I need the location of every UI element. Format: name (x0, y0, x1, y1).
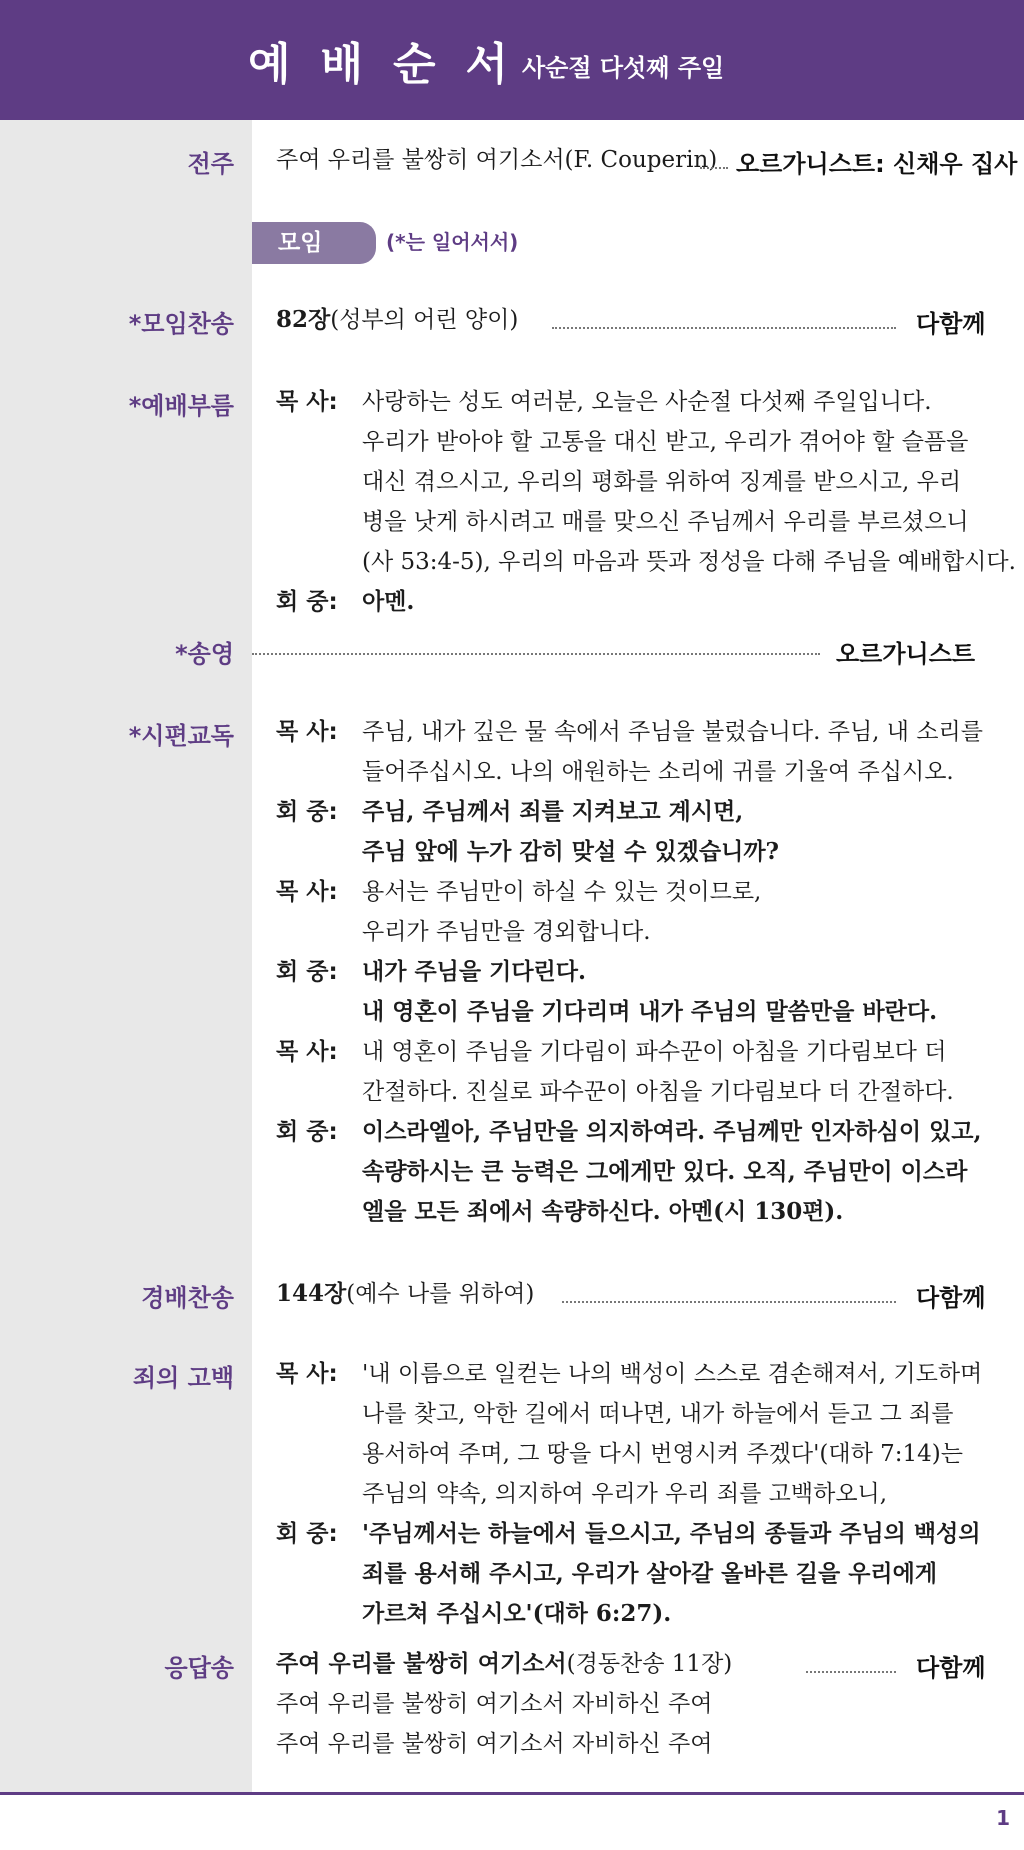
psalm-role: 목 사: (276, 719, 338, 745)
call-to-worship-label: *예배부름 (128, 392, 234, 420)
response-title: 주여 우리를 불쌍히 여기소서 (276, 1650, 567, 1677)
text-line: 엘을 모든 죄에서 속량하신다. 아멘(시 130편). (362, 1198, 844, 1225)
response-lyric: 주여 우리를 불쌍히 여기소서 자비하신 주여 (276, 1731, 713, 1757)
confession-label: 죄의 고백 (132, 1364, 234, 1392)
page-subtitle: 사순절 다섯째 주일 (522, 54, 725, 82)
psalm-congregation-text (362, 952, 990, 1032)
doxology-leader (252, 653, 820, 655)
text-line: '주님께서는 하늘에서 들으시고, 주님의 종들과 주님의 백성의 (362, 1520, 981, 1547)
text-line: 우리가 주님만을 경외합니다. (362, 919, 651, 945)
confession-minister-role: 목 사: (276, 1361, 338, 1387)
gathering-hymn-title: (성부의 어린 양이) (330, 307, 519, 333)
worship-hymn-who: 다함께 (916, 1284, 986, 1312)
page-header (0, 0, 1024, 120)
worship-hymn-line (276, 1274, 534, 1314)
doxology-label: *송영 (175, 640, 234, 668)
gathering-hymn-who: 다함께 (916, 310, 986, 338)
text-line: 나를 찾고, 악한 길에서 떠나면, 내가 하늘에서 듣고 그 죄를 (362, 1401, 954, 1427)
psalm-role: 회 중: (276, 1119, 338, 1145)
psalm-congregation-text (362, 792, 990, 872)
text-line: 내가 주님을 기다린다. (362, 958, 586, 985)
prelude-text: 주여 우리를 불쌍히 여기소서(F. Couperin) (276, 147, 718, 173)
psalm-role: 회 중: (276, 799, 338, 825)
text-line: 사랑하는 성도 여러분, 오늘은 사순절 다섯째 주일입니다. (362, 389, 932, 415)
text-line: 우리가 받아야 할 고통을 대신 받고, 우리가 겪어야 할 슬픔을 (362, 429, 969, 455)
prelude-performer: 오르가니스트: 신채우 집사 (736, 150, 1018, 178)
text-line: 죄를 용서해 주시고, 우리가 살아갈 올바른 길을 우리에게 (362, 1560, 938, 1587)
text-line: 용서는 주님만이 하실 수 있는 것이므로, (362, 879, 762, 905)
text-line: 내 영혼이 주님을 기다림이 파수꾼이 아침을 기다림보다 더 (362, 1039, 947, 1065)
psalm-label: *시편교독 (128, 722, 234, 750)
text-line: (사 53:4-5), 우리의 마음과 뜻과 정성을 다해 주님을 예배합시다. (362, 549, 1016, 575)
gathering-section-tab: 모임 (252, 222, 376, 264)
prelude-leader (700, 167, 728, 169)
worship-hymn-number: 144장 (276, 1280, 347, 1307)
confession-congregation-text (362, 1514, 990, 1634)
gathering-hymn-number: 82장 (276, 306, 331, 333)
text-line: 대신 겪으시고, 우리의 평화를 위하여 징계를 받으시고, 우리 (362, 469, 962, 495)
text-line: 내 영혼이 주님을 기다리며 내가 주님의 말씀만을 바란다. (362, 998, 938, 1025)
text-line: 간절하다. 진실로 파수꾼이 아침을 기다림보다 더 간절하다. (362, 1079, 954, 1105)
worship-hymn-label: 경배찬송 (141, 1284, 234, 1312)
response-who: 다함께 (916, 1654, 986, 1682)
text-line: 속량하시는 큰 능력은 그에게만 있다. 오직, 주님만이 이스라 (362, 1158, 968, 1185)
page-number: 1 (996, 1806, 1010, 1830)
psalm-minister-text (362, 712, 990, 792)
response-lyric: 주여 우리를 불쌍히 여기소서 자비하신 주여 (276, 1691, 713, 1717)
footer-rule (0, 1792, 1024, 1795)
psalm-role: 회 중: (276, 959, 338, 985)
prelude-label: 전주 (187, 150, 234, 178)
label-sidebar (0, 120, 252, 1792)
page-title: 예배순서 (248, 39, 539, 90)
psalm-congregation-text (362, 1112, 990, 1232)
confession-congregation-role: 회 중: (276, 1521, 338, 1547)
text-line: 주님의 약속, 의지하여 우리가 우리 죄를 고백하오니, (362, 1481, 888, 1507)
worship-hymn-title: (예수 나를 위하여) (346, 1281, 535, 1307)
psalm-role: 목 사: (276, 879, 338, 905)
call-minister-text (362, 382, 1016, 582)
psalm-minister-text (362, 1032, 990, 1112)
psalm-minister-text (362, 872, 990, 952)
text-line: 들어주십시오. 나의 애원하는 소리에 귀를 기울여 주십시오. (362, 759, 954, 785)
response-source: (경동찬송 11장) (566, 1651, 733, 1677)
psalm-role: 목 사: (276, 1039, 338, 1065)
gathering-hymn-line (276, 300, 518, 340)
text-line: 이스라엘아, 주님만을 의지하여라. 주님께만 인자하심이 있고, (362, 1118, 982, 1145)
text-line: '내 이름으로 일컫는 나의 백성이 스스로 겸손해져서, 기도하며 (362, 1361, 983, 1387)
gathering-hymn-leader (552, 327, 896, 329)
gathering-hymn-label: *모임찬송 (128, 310, 234, 338)
gathering-note: (*는 일어서서) (386, 230, 519, 254)
text-line: 주님, 주님께서 죄를 지켜보고 계시면, (362, 798, 744, 825)
text-line: 아멘. (362, 588, 415, 615)
confession-minister-text (362, 1354, 990, 1514)
text-line: 주님, 내가 깊은 물 속에서 주님을 불렀습니다. 주님, 내 소리를 (362, 719, 983, 745)
response-leader (806, 1671, 896, 1673)
call-minister-role: 목 사: (276, 389, 338, 415)
worship-hymn-leader (562, 1301, 896, 1303)
text-line: 병을 낫게 하시려고 매를 맞으신 주님께서 우리를 부르셨으니 (362, 509, 969, 535)
text-line: 주님 앞에 누가 감히 맞설 수 있겠습니까? (362, 838, 780, 865)
response-label: 응답송 (164, 1654, 234, 1682)
text-line: 용서하여 주며, 그 땅을 다시 번영시켜 주겠다'(대하 7:14)는 (362, 1441, 963, 1467)
text-line: 가르쳐 주십시오'(대하 6:27). (362, 1600, 672, 1627)
response-line (276, 1644, 732, 1684)
call-congregation-role: 회 중: (276, 589, 338, 615)
call-congregation-text (362, 582, 990, 622)
doxology-who: 오르가니스트 (836, 640, 976, 668)
